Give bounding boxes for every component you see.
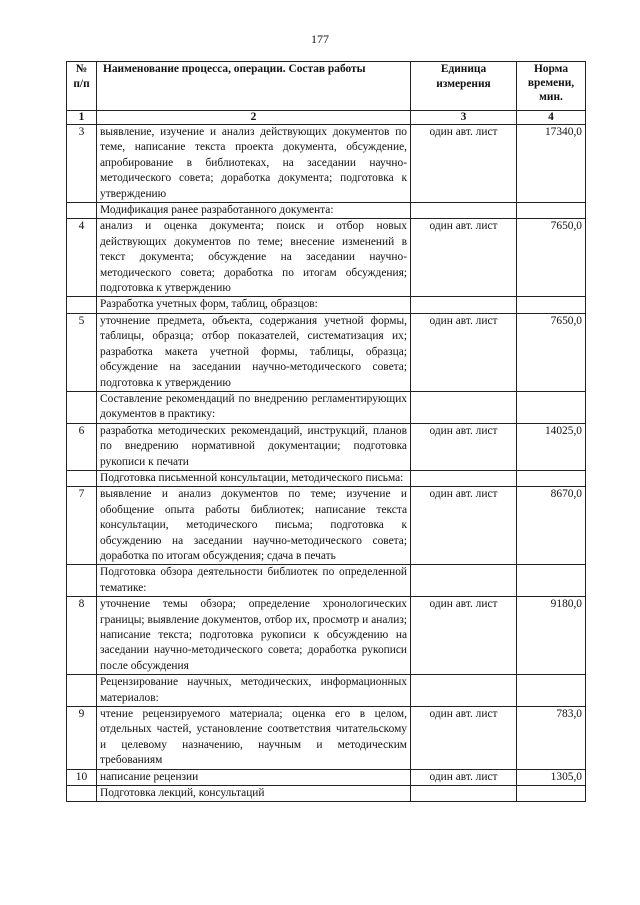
row-description: уточнение темы обзора; определение хронологических границы; выявление документов, отбор их, просмотр и анализ; написание текста; подготовка рукописи к обсуждению на заседании научно-методического совета; доработка рукописи после обсуждения xyxy=(97,597,411,675)
table-row xyxy=(67,487,586,565)
row-unit: один авт. лист xyxy=(411,487,517,565)
row-description: чтение рецензируемого материала; оценка его в целом, отдельных частей, установление соответствия читательскому и целевому назначению, научным и методическим требованиям xyxy=(97,707,411,770)
table-row xyxy=(67,219,586,297)
column-index: 1 xyxy=(67,111,97,125)
row-unit: один авт. лист xyxy=(411,313,517,391)
row-description: выявление, изучение и анализ действующих документов по теме, написание текста проекта документа, обсуждение, апробирование в библиотеках, на заседании научно-методического совета; доработка документа; подготовка к утверждению xyxy=(97,125,411,203)
section-title: Разработка учетных форм, таблиц, образцов: xyxy=(97,297,411,313)
section-title-row xyxy=(67,470,586,486)
section-title-row xyxy=(67,297,586,313)
row-norm: 783,0 xyxy=(517,707,586,770)
row-description: уточнение предмета, объекта, содержания учетной формы, таблицы, образца; отбор показателей, систематизация их; разработка макета учетной формы, таблицы, образца; обсуждение на заседании научно-методического совета; подготовка к утверждению xyxy=(97,313,411,391)
table-row xyxy=(67,125,586,203)
header-norm: Норма времени, мин. xyxy=(517,62,586,111)
row-norm: 1305,0 xyxy=(517,769,586,785)
column-index: 3 xyxy=(411,111,517,125)
row-number: 4 xyxy=(67,219,97,297)
time-norms-table xyxy=(66,61,586,802)
page-number: 177 xyxy=(311,32,329,46)
table-row xyxy=(67,597,586,675)
section-title: Модификация ранее разработанного документа: xyxy=(97,203,411,219)
section-title: Подготовка лекций, консультаций xyxy=(97,786,411,802)
row-norm: 7650,0 xyxy=(517,219,586,297)
row-norm: 7650,0 xyxy=(517,313,586,391)
section-title-row xyxy=(67,675,586,707)
row-norm: 17340,0 xyxy=(517,125,586,203)
row-unit: один авт. лист xyxy=(411,707,517,770)
table-row xyxy=(67,423,586,470)
section-title-row xyxy=(67,565,586,597)
row-description: разработка методических рекомендаций, инструкций, планов по внедрению нормативной документации; подготовка рукописи к печати xyxy=(97,423,411,470)
row-number: 5 xyxy=(67,313,97,391)
section-title-row xyxy=(67,203,586,219)
row-number: 10 xyxy=(67,769,97,785)
section-title: Подготовка письменной консультации, методического письма: xyxy=(97,470,411,486)
row-number: 8 xyxy=(67,597,97,675)
row-unit: один авт. лист xyxy=(411,597,517,675)
row-norm: 8670,0 xyxy=(517,487,586,565)
table-header-row xyxy=(67,62,586,111)
row-unit: один авт. лист xyxy=(411,125,517,203)
column-index: 4 xyxy=(517,111,586,125)
table-row xyxy=(67,707,586,770)
header-num: № п/п xyxy=(67,62,97,111)
table-row xyxy=(67,769,586,785)
row-description: написание рецензии xyxy=(97,769,411,785)
row-number: 6 xyxy=(67,423,97,470)
section-title: Подготовка обзора деятельности библиотек по определенной тематике: xyxy=(97,565,411,597)
section-title-row xyxy=(67,786,586,802)
column-index: 2 xyxy=(97,111,411,125)
row-norm: 9180,0 xyxy=(517,597,586,675)
row-number: 9 xyxy=(67,707,97,770)
row-unit: один авт. лист xyxy=(411,219,517,297)
header-name: Наименование процесса, операции. Состав работы xyxy=(97,62,411,111)
column-index-row xyxy=(67,111,586,125)
row-description: выявление и анализ документов по теме; изучение и обобщение опыта работы библиотек; написание текста консультации, методического письма; подготовка к обсуждению на заседании научно-методического совета; доработка по итогам обсуждения; сдача в печать xyxy=(97,487,411,565)
row-unit: один авт. лист xyxy=(411,423,517,470)
section-title: Составление рекомендаций по внедрению регламентирующих документов в практику: xyxy=(97,391,411,423)
section-title: Рецензирование научных, методических, информационных материалов: xyxy=(97,675,411,707)
row-norm: 14025,0 xyxy=(517,423,586,470)
row-number: 7 xyxy=(67,487,97,565)
table-row xyxy=(67,313,586,391)
section-title-row xyxy=(67,391,586,423)
row-description: анализ и оценка документа; поиск и отбор новых действующих документов по теме; внесение изменений в текст документа; обсуждение на заседании научно-методического совета; доработка по итогам обсуждения; подготовка к утверждению xyxy=(97,219,411,297)
row-unit: один авт. лист xyxy=(411,769,517,785)
header-unit: Единица измерения xyxy=(411,62,517,111)
row-number: 3 xyxy=(67,125,97,203)
